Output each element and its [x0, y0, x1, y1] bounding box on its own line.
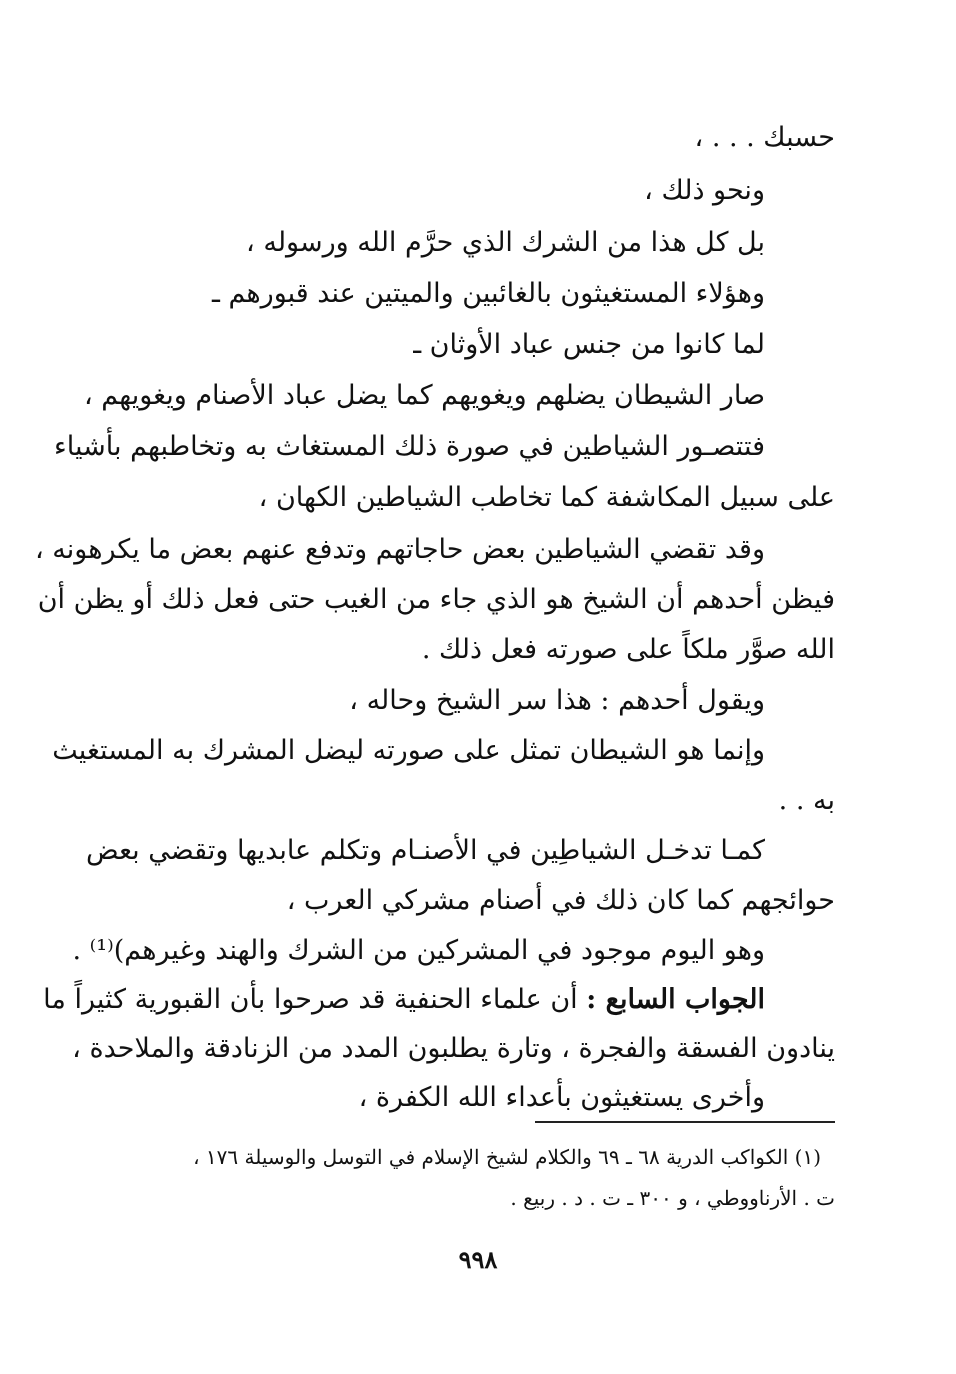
text-line-7: فتتصـور الشياطين في صورة ذلك المستغاث به وتخاطبهم بأشياء: [54, 431, 765, 462]
text-line-17: وهو اليوم موجود في المشركين من الشرك والهند وغيرهم)⁽¹⁾ .: [72, 935, 765, 966]
text-line-3: بل كل هذا من الشرك الذي حرَّم الله ورسوله ،: [246, 227, 765, 258]
footnote-line-1: (١) الكواكب الدرية ٦٨ ـ ٦٩ والكلام لشيخ الإسلام في التوسل والوسيلة ١٧٦ ،: [193, 1145, 821, 1169]
text-line-4: وهؤلاء المستغيثون بالغائبين والميتين عند قبورهم ـ: [211, 278, 765, 309]
text-line-18: [43, 980, 765, 1020]
footnote-line-2: ت . الأرناووطي ، و ٣٠٠ ـ ت . د . ربيع .: [510, 1186, 835, 1210]
text-line-1: حسبك . . . ،: [694, 122, 835, 153]
text-line-14: به . .: [778, 785, 835, 816]
page-number: ٩٩٨: [458, 1245, 498, 1274]
text-line-11: الله صوَّر ملكاً على صورته فعل ذلك .: [421, 634, 835, 665]
footnote-divider: [535, 1121, 835, 1123]
section-heading: الجواب السابع :: [586, 984, 765, 1015]
text-line-16: حوائجهم كما كان ذلك في أصنام مشركي العرب ،: [286, 885, 835, 916]
text-line-6: صار الشيطان يضلهم ويغويهم كما يضل عباد الأصنام ويغويهم ،: [84, 380, 765, 411]
text-line-10: فيظن أحدهم أن الشيخ هو الذي جاء من الغيب حتى فعل ذلك أو يظن أن: [37, 584, 835, 615]
text-line-13: وإنما هو الشيطان تمثل على صورته ليضل المشرك به المستغيث: [52, 735, 765, 766]
text-line-20: وأخرى يستغيثون بأعداء الله الكفرة ،: [358, 1082, 765, 1113]
text-line-2: ونحو ذلك ،: [644, 175, 765, 206]
text-line-19: ينادون الفسقة والفجرة ، وتارة يطلبون المدد من الزنادقة والملاحدة ،: [72, 1033, 835, 1064]
text-line-8: على سبيل المكاشفة كما تخاطب الشياطين الكهان ،: [258, 482, 835, 513]
section-heading-text: أن علماء الحنفية قد صرحوا بأن القبورية كثيراً ما: [43, 984, 578, 1015]
text-line-15: كمـا تدخـل الشياطِين في الأصنـام وتكلم عابديها وتقضي بعض: [86, 835, 765, 866]
text-line-5: لما كانوا من جنس عباد الأوثان ـ: [413, 329, 765, 360]
text-line-12: ويقول أحدهم : هذا سر الشيخ وحاله ،: [349, 685, 765, 716]
text-line-9: وقد تقضي الشياطين بعض حاجاتهم وتدفع عنهم بعض ما يكرهونه ،: [35, 534, 765, 565]
